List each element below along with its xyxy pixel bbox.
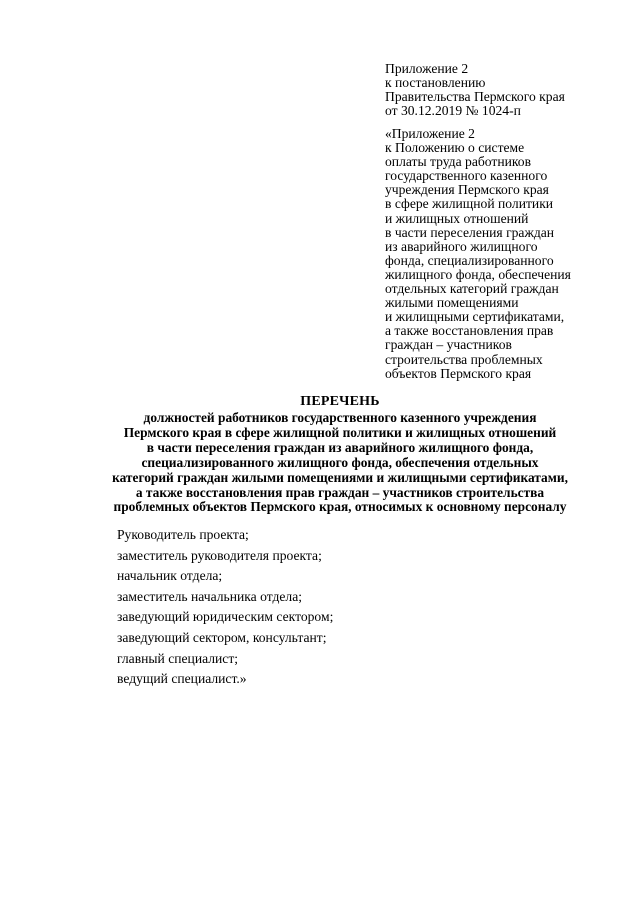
list-item: главный специалист; <box>117 650 239 666</box>
appendix-header-line: Правительства Пермского края <box>385 89 565 104</box>
appendix-reference-line: учреждения Пермского края <box>385 182 549 198</box>
list-item: заведующий сектором, консультант; <box>117 629 327 645</box>
document-subtitle-line: Пермского края в сфере жилищной политики и жилищных отношений <box>123 424 557 440</box>
appendix-reference-line: а также восстановления прав <box>385 323 554 339</box>
document-title-block <box>60 394 620 515</box>
appendix-header <box>385 62 625 118</box>
appendix-reference-line: оплаты труда работников <box>385 154 532 170</box>
document-subtitle-line: проблемных объектов Пермского края, относимых к основному персоналу <box>113 499 567 515</box>
appendix-header-line: к постановлению <box>385 75 486 90</box>
list-item: Руководитель проекта; <box>117 527 249 542</box>
list-item: заместитель начальника отдела; <box>117 588 303 604</box>
appendix-reference-line: государственного казенного <box>385 168 548 184</box>
appendix-reference-line: строительства проблемных <box>385 351 543 367</box>
appendix-reference-line: и жилищных отношений <box>385 210 529 226</box>
document-title: ПЕРЕЧЕНЬ <box>300 394 380 409</box>
document-subtitle-line: категорий граждан жилыми помещениями и жилищными сертификатами, <box>112 469 568 485</box>
appendix-reference <box>385 127 625 381</box>
appendix-header-line: от 30.12.2019 № 1024-п <box>385 103 521 118</box>
appendix-reference-line: объектов Пермского края <box>385 365 532 381</box>
appendix-reference-line: к Положению о системе <box>385 140 525 156</box>
document-subtitle-line: специализированного жилищного фонда, обеспечения отдельных <box>141 454 539 470</box>
appendix-reference-line: в сфере жилищной политики <box>385 196 554 212</box>
document-subtitle-line: должностей работников государственного казенного учреждения <box>143 410 537 425</box>
appendix-reference-line: отдельных категорий граждан <box>385 281 559 297</box>
appendix-reference-line: фонда, специализированного <box>385 252 554 268</box>
appendix-reference-line: «Приложение 2 <box>385 126 475 141</box>
appendix-reference-line: жилищного фонда, обеспечения <box>385 266 571 282</box>
appendix-reference-line: граждан – участников <box>385 337 512 353</box>
positions-list <box>117 527 537 692</box>
appendix-reference-line: в части переселения граждан <box>385 224 555 240</box>
document-subtitle-line: в части переселения граждан из аварийного жилищного фонда, <box>146 439 534 455</box>
appendix-header-line: Приложение 2 <box>385 61 469 76</box>
appendix-reference-line: жилыми помещениями <box>385 295 519 311</box>
document-subtitle-line: а также восстановления прав граждан – участников строительства <box>135 484 545 500</box>
appendix-reference-line: и жилищными сертификатами, <box>385 309 565 325</box>
appendix-reference-line: из аварийного жилищного <box>385 238 538 254</box>
list-item: ведущий специалист.» <box>117 671 247 687</box>
list-item: заведующий юридическим сектором; <box>117 609 334 625</box>
list-item: заместитель руководителя проекта; <box>117 547 322 563</box>
list-item: начальник отдела; <box>117 568 223 584</box>
document-subtitle <box>60 411 620 515</box>
